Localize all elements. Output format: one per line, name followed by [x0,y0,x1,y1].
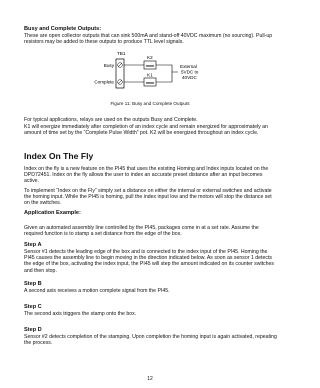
section-heading-index-on-the-fly: Index On The Fly [24,151,94,161]
section-heading-busy-complete: Busy and Complete Outputs: [24,26,102,32]
complete-label: Complete [94,79,114,85]
k1-label: K1 [147,72,153,78]
figure-caption: Figure 11: Busy and Complete Outputs [110,101,190,106]
section-body-busy-complete: These are open collector outputs that can sink 500mA and stand-off 40VDC maximum (no sourcing). Pull-up resistors may be added to these outputs to produce TTL level signals. [24,33,273,46]
step-d-heading: Step D [24,327,42,333]
external-supply-line3: 40VDC [182,75,197,80]
terminal-block [116,59,124,88]
paragraph-index-on-the-fly-implement: To implement “Index on the Fly” simply set a distance on either the internal or external switches and activate the homing input. While the PI45 is homing, pull the index input low and the motors will stop the distance set on the switches. [24,188,272,207]
step-b-heading: Step B [24,281,42,287]
busy-label: Busy [103,63,114,68]
relay-k2-coil [144,61,156,69]
step-a-body: Sensor #1 detects the leading edge of the box and is connected to the index input of the PI45. Homing the PI45 causes the assembly line to begin moving in the direction indicated below. As soon as sensor 1 detects the edge of the box, activating the index input, the PI45 will step the amount indicated on its counter switches and then stop. [24,249,275,274]
application-example-heading: Application Example: [24,210,81,216]
k2-label: K2 [147,55,153,60]
relay-k1-coil [144,78,156,86]
paragraph-relay-behavior: K1 will energize immediately after completion of an index cycle and remain energized for approximately an amount of time set by the “Complete Pulse Width” pot. K2 will be energized throughout an index cycle. [24,124,268,137]
step-b-body: A second axis receives a motion complete signal from the PI45. [24,288,170,294]
external-supply-line2: 5VDC to [181,69,199,75]
paragraph-index-on-the-fly-intro: Index on the fly is a new feature on the PI45 that uses the existing Homing and Index inputs located on the DPD72451. Index on the fly allows the user to index an accurate preset distance after an input becomes active. [24,166,269,185]
paragraph-typical-applications: For typical applications, relays are used on the outputs Busy and Complete. [24,117,198,123]
step-a-heading: Step A [24,242,42,248]
step-c-body: The second axis triggers the stamp onto the box. [24,311,137,317]
external-supply-line1: External [180,64,197,69]
application-example-body: Given an automated assembly line controlled by the PI45, packages come in at a set rate. Assume the required function is to stamp a set distance from the edge of the box. [24,225,259,238]
step-d-body: Sensor #2 detects completion of the stamping. Upon completion the homing input is again activated, repeating the process. [24,334,277,347]
step-c-heading: Step C [24,304,42,310]
page-number: 12 [147,376,153,382]
tb1-label: TB1 [117,51,126,56]
